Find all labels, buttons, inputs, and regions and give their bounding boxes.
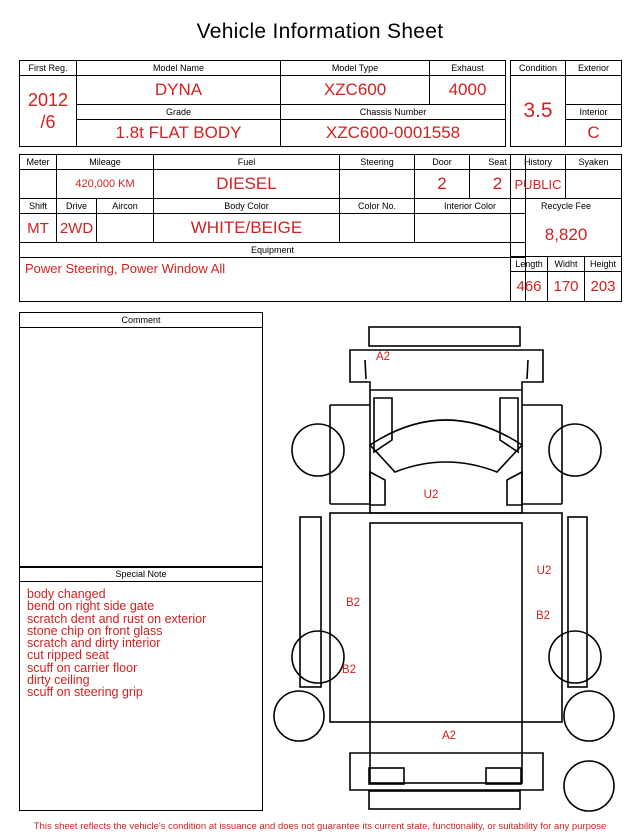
special-note-item: body changed: [27, 587, 106, 601]
seat-label: Seat: [470, 155, 526, 170]
equipment-value: Power Steering, Power Window All: [20, 258, 526, 302]
recycle-label: Recycle Fee: [511, 199, 622, 214]
disclaimer-footer: This sheet reflects the vehicle's condition at issuance and does not guarantee its current state, functionality, or suitability for any purpose: [33, 821, 607, 832]
damage-mark: B2: [345, 597, 361, 609]
history-value: PUBLIC: [511, 170, 566, 199]
model-name-label: Model Name: [77, 61, 281, 76]
body-color-label: Body Color: [154, 199, 340, 214]
rear-step: [369, 791, 520, 809]
special-note-item: scratch and dirty interior: [27, 636, 161, 651]
side-windows: [374, 398, 518, 452]
interior-value: C: [566, 120, 622, 147]
rear-right-outer-wheel: [564, 691, 614, 741]
height-value: 203: [585, 272, 622, 302]
model-name-value: DYNA: [77, 76, 281, 105]
doors-lower: [370, 472, 522, 505]
shift-label: Shift: [20, 199, 57, 214]
seat-value: 2: [470, 170, 526, 199]
comment-label: Comment: [20, 313, 262, 328]
page-title: Vehicle Information Sheet: [196, 20, 444, 43]
condition-value: 3.5: [511, 76, 566, 147]
rear-right-wheel: [549, 631, 601, 683]
history-label: History: [511, 155, 566, 170]
cargo-bed-inner: [370, 523, 522, 783]
left-side-gate: [300, 517, 321, 687]
fuel-value: DIESEL: [154, 170, 340, 199]
condition-label: Condition: [511, 61, 566, 76]
front-bumper: [369, 327, 520, 346]
special-note-item: dirty ceiling: [27, 673, 90, 688]
special-note-item: scuff on carrier floor: [27, 660, 138, 675]
shaken-label: Syaken: [566, 155, 622, 170]
right-side-gate: [568, 517, 587, 687]
special-note-label: Special Note: [20, 567, 262, 582]
rear-left-lamp: [369, 768, 404, 784]
width-label: Widht: [548, 257, 585, 272]
equipment-label: Equipment: [20, 243, 526, 258]
exterior-label: Exterior: [566, 61, 622, 76]
front-left-wheel: [292, 424, 344, 476]
door-label: Door: [415, 155, 470, 170]
damage-mark: U2: [423, 489, 439, 501]
damage-mark: B2: [535, 610, 551, 622]
exhaust-value: 4000: [430, 76, 506, 105]
grade-label: Grade: [77, 105, 281, 120]
model-type-value: XZC600: [281, 76, 430, 105]
color-no-label: Color No.: [340, 199, 415, 214]
special-note-item: bend on right side gate: [27, 599, 155, 614]
first-reg-label: First Reg.: [20, 61, 77, 76]
aircon-label: Aircon: [97, 199, 154, 214]
chassis-value: XZC600-0001558: [281, 120, 506, 147]
drive-value: 2WD: [57, 214, 97, 243]
damage-mark: B2: [341, 664, 357, 676]
special-note-item: stone chip on front glass: [27, 623, 163, 638]
interior-label: Interior: [566, 105, 622, 120]
drive-label: Drive: [57, 199, 97, 214]
special-note-item: scratch dent and rust on exterior: [27, 611, 207, 626]
interior-color-label: Interior Color: [415, 199, 526, 214]
height-label: Height: [585, 257, 622, 272]
first-reg-year: 2012: [27, 90, 69, 110]
door-value: 2: [415, 170, 470, 199]
body-color-value: WHITE/BEIGE: [154, 214, 340, 243]
rear-right-lamp: [486, 768, 521, 784]
spare-wheel: [564, 761, 614, 811]
mileage-label: Mileage: [57, 155, 154, 170]
special-note-item: scuff on steering grip: [27, 685, 143, 700]
fuel-label: Fuel: [154, 155, 340, 170]
damage-mark: A2: [375, 351, 391, 363]
special-note-item: cut ripped seat: [27, 648, 109, 663]
grade-value: 1.8t FLAT BODY: [77, 120, 281, 147]
first-reg-month: /6: [40, 112, 56, 132]
damage-mark: U2: [536, 565, 552, 577]
recycle-value: 8,820: [511, 214, 622, 257]
width-value: 170: [548, 272, 585, 302]
meter-label: Meter: [20, 155, 57, 170]
mileage-value: 420,000 KM: [57, 170, 154, 199]
steering-label: Steering: [340, 155, 415, 170]
exhaust-label: Exhaust: [430, 61, 506, 76]
length-value: 466: [511, 272, 548, 302]
length-label: Length: [511, 257, 548, 272]
shift-value: MT: [20, 214, 57, 243]
model-type-label: Model Type: [281, 61, 430, 76]
front-right-wheel: [549, 424, 601, 476]
cargo-bed-outer: [330, 513, 562, 722]
rear-left-outer-wheel: [274, 691, 324, 741]
damage-mark: A2: [441, 730, 457, 742]
chassis-label: Chassis Number: [281, 105, 506, 120]
